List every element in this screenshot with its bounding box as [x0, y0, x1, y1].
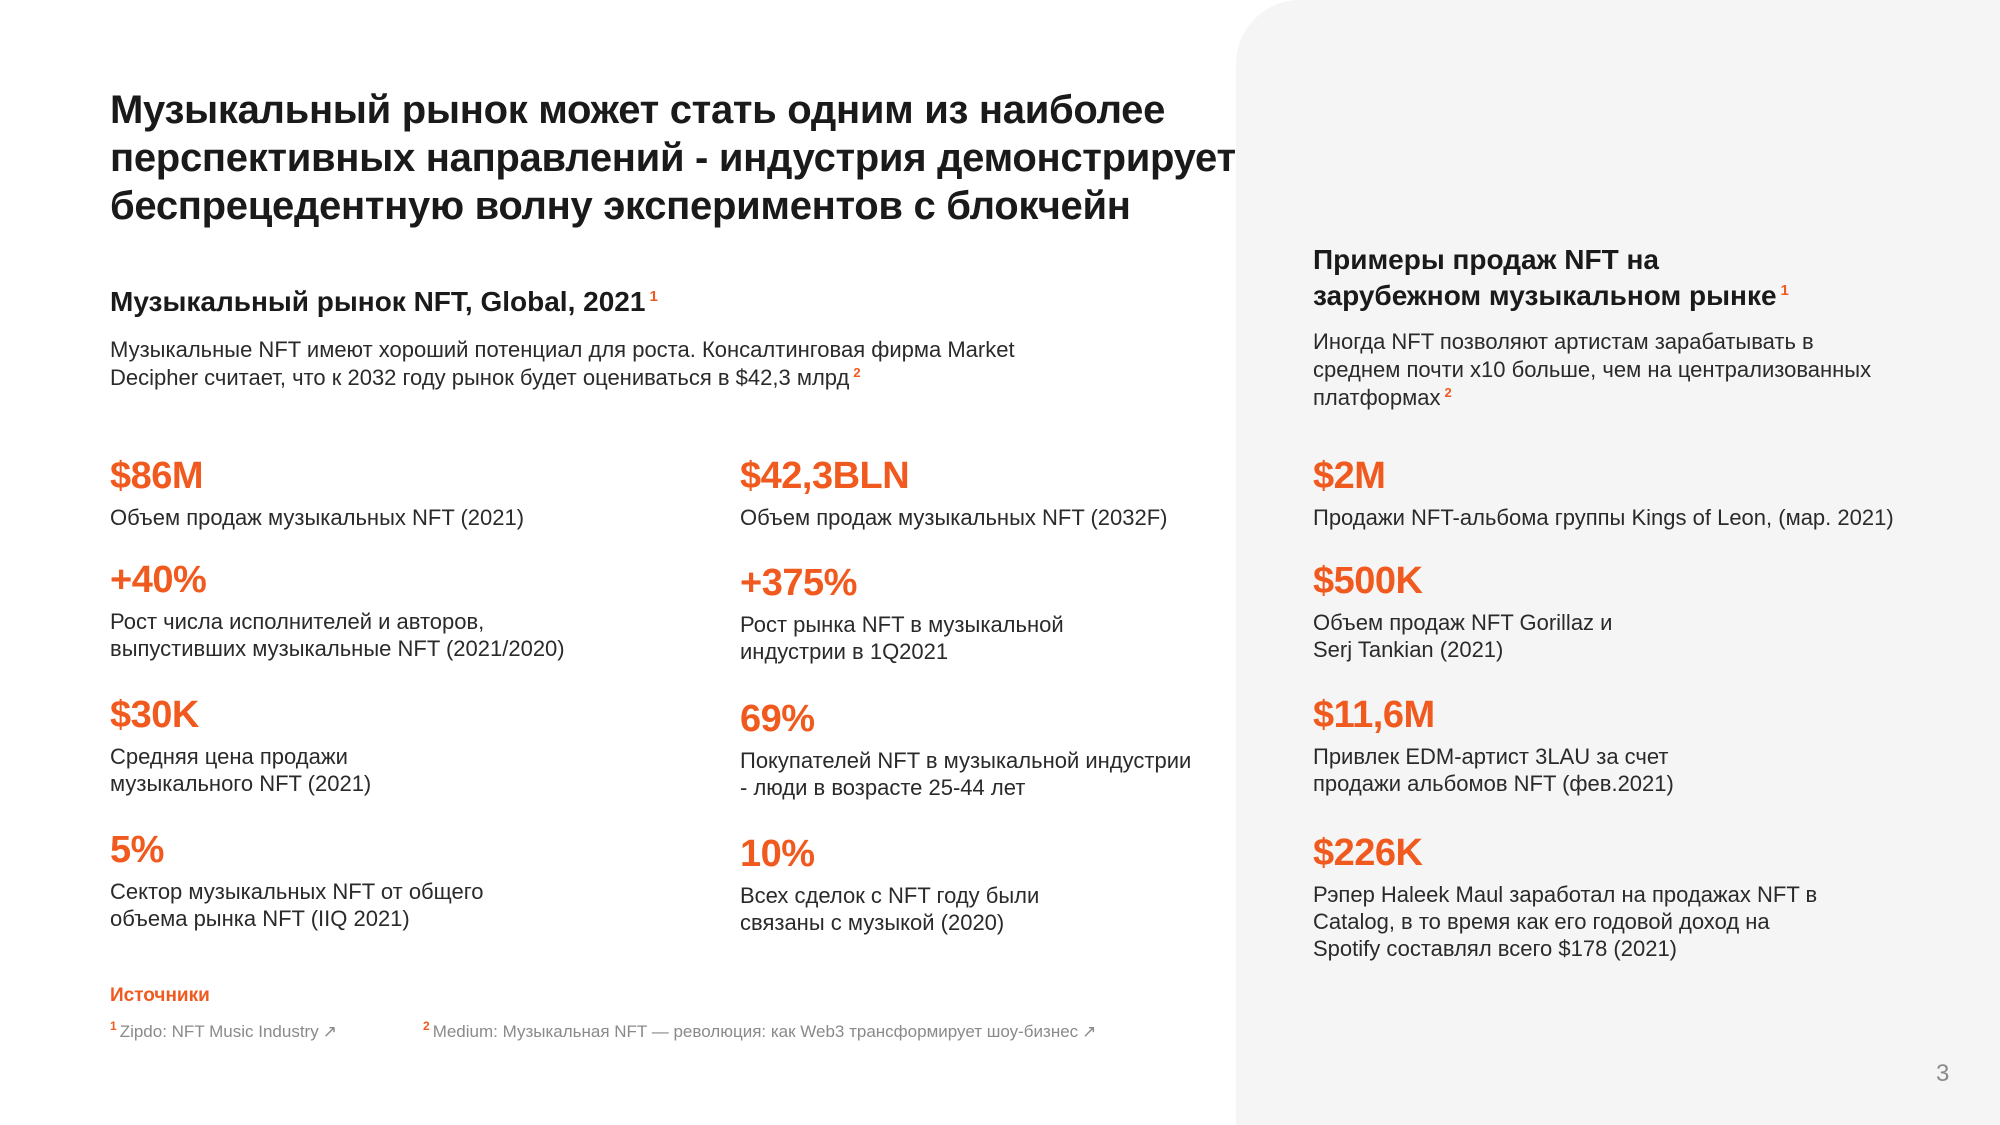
example-label: Рэпер Haleek Maul заработал на продажах NFT в Catalog, в то время как его годовой доход на Spotify составлял всего $178 (2021) [1313, 882, 1818, 961]
metric-card [740, 454, 1300, 531]
examples-description-ref: 2 [1444, 384, 1452, 400]
market-heading [110, 284, 658, 320]
metric-label: Средняя цена продажи музыкального NFT (2021) [110, 744, 372, 796]
metric-card [110, 693, 400, 797]
example-value: $226K [1313, 832, 1423, 874]
source-link-1[interactable] [110, 1019, 337, 1042]
metric-card [740, 832, 1100, 936]
market-heading-ref: 1 [649, 287, 658, 305]
page-number: 3 [1936, 1060, 1950, 1087]
metric-value: $42,3BLN [740, 455, 910, 497]
source-text: Zipdo: NFT Music Industry [119, 1022, 319, 1041]
external-link-icon: ↗ [1082, 1022, 1097, 1041]
examples-heading-ref: 1 [1780, 281, 1789, 299]
metric-label: Рост рынка NFT в музыкальной индустрии в 1Q2021 [740, 612, 1064, 664]
example-label: Продажи NFT-альбома группы Kings of Leon, (мар. 2021) [1313, 505, 1894, 530]
examples-description [1313, 328, 1873, 412]
metric-value: 5% [110, 829, 164, 871]
example-value: $11,6M [1313, 694, 1435, 736]
example-card [1313, 693, 1713, 797]
metric-label: Объем продаж музыкальных NFT (2032F) [740, 505, 1168, 530]
example-card [1313, 831, 1833, 962]
sources-title: Источники [110, 985, 210, 1006]
examples-heading [1313, 242, 1833, 314]
market-description [110, 336, 1030, 392]
metric-label: Рост числа исполнителей и авторов, выпустивших музыкальные NFT (2021/2020) [110, 609, 565, 661]
page-title: Музыкальный рынок может стать одним из наиболее перспективных направлений - индустрия демонстрирует беспрецедентную волну экспериментов с блокчейн [110, 88, 1236, 228]
market-description-text: Музыкальные NFT имеют хороший потенциал для роста. Консалтинговая фирма Market Decipher считает, что к 2032 году рынок будет оцениваться в $42,3 млрд [110, 337, 1015, 390]
metric-value: +40% [110, 559, 207, 601]
metric-card [740, 561, 1100, 665]
metric-label: Объем продаж музыкальных NFT (2021) [110, 505, 525, 530]
external-link-icon: ↗ [322, 1022, 337, 1041]
metric-card [110, 558, 610, 662]
metric-card [740, 697, 1200, 801]
metric-value: 69% [740, 698, 815, 740]
metric-label: Всех сделок с NFT году были связаны с музыкой (2020) [740, 883, 1040, 935]
examples-heading-text: Примеры продаж NFT на зарубежном музыкальном рынке [1313, 244, 1777, 311]
example-label: Привлек EDM-артист 3LAU за счет продажи альбомов NFT (фев.2021) [1313, 744, 1674, 796]
example-value: $2M [1313, 455, 1386, 497]
source-number: 2 [423, 1019, 430, 1034]
market-description-ref: 2 [853, 364, 861, 380]
metric-card [110, 828, 550, 932]
source-text: Medium: Музыкальная NFT — революция: как Web3 трансформирует шоу-бизнес [432, 1022, 1079, 1041]
example-card [1313, 454, 1963, 531]
metric-label: Сектор музыкальных NFT от общего объема рынка NFT (IIQ 2021) [110, 879, 484, 931]
market-heading-text: Музыкальный рынок NFT, Global, 2021 [110, 286, 646, 317]
metric-value: +375% [740, 562, 857, 604]
example-card [1313, 559, 1643, 663]
example-value: $500K [1313, 560, 1423, 602]
source-number: 1 [110, 1019, 117, 1034]
metric-value: $30K [110, 694, 199, 736]
source-link-2[interactable] [423, 1019, 1097, 1042]
examples-description-text: Иногда NFT позволяют артистам зарабатывать в среднем почти x10 больше, чем на централизованных платформах [1313, 329, 1872, 410]
metric-value: $86M [110, 455, 204, 497]
metric-label: Покупателей NFT в музыкальной индустрии - люди в возрасте 25-44 лет [740, 748, 1192, 800]
metric-card [110, 454, 670, 531]
example-label: Объем продаж NFT Gorillaz и Serj Tankian (2021) [1313, 610, 1613, 662]
metric-value: 10% [740, 833, 815, 875]
